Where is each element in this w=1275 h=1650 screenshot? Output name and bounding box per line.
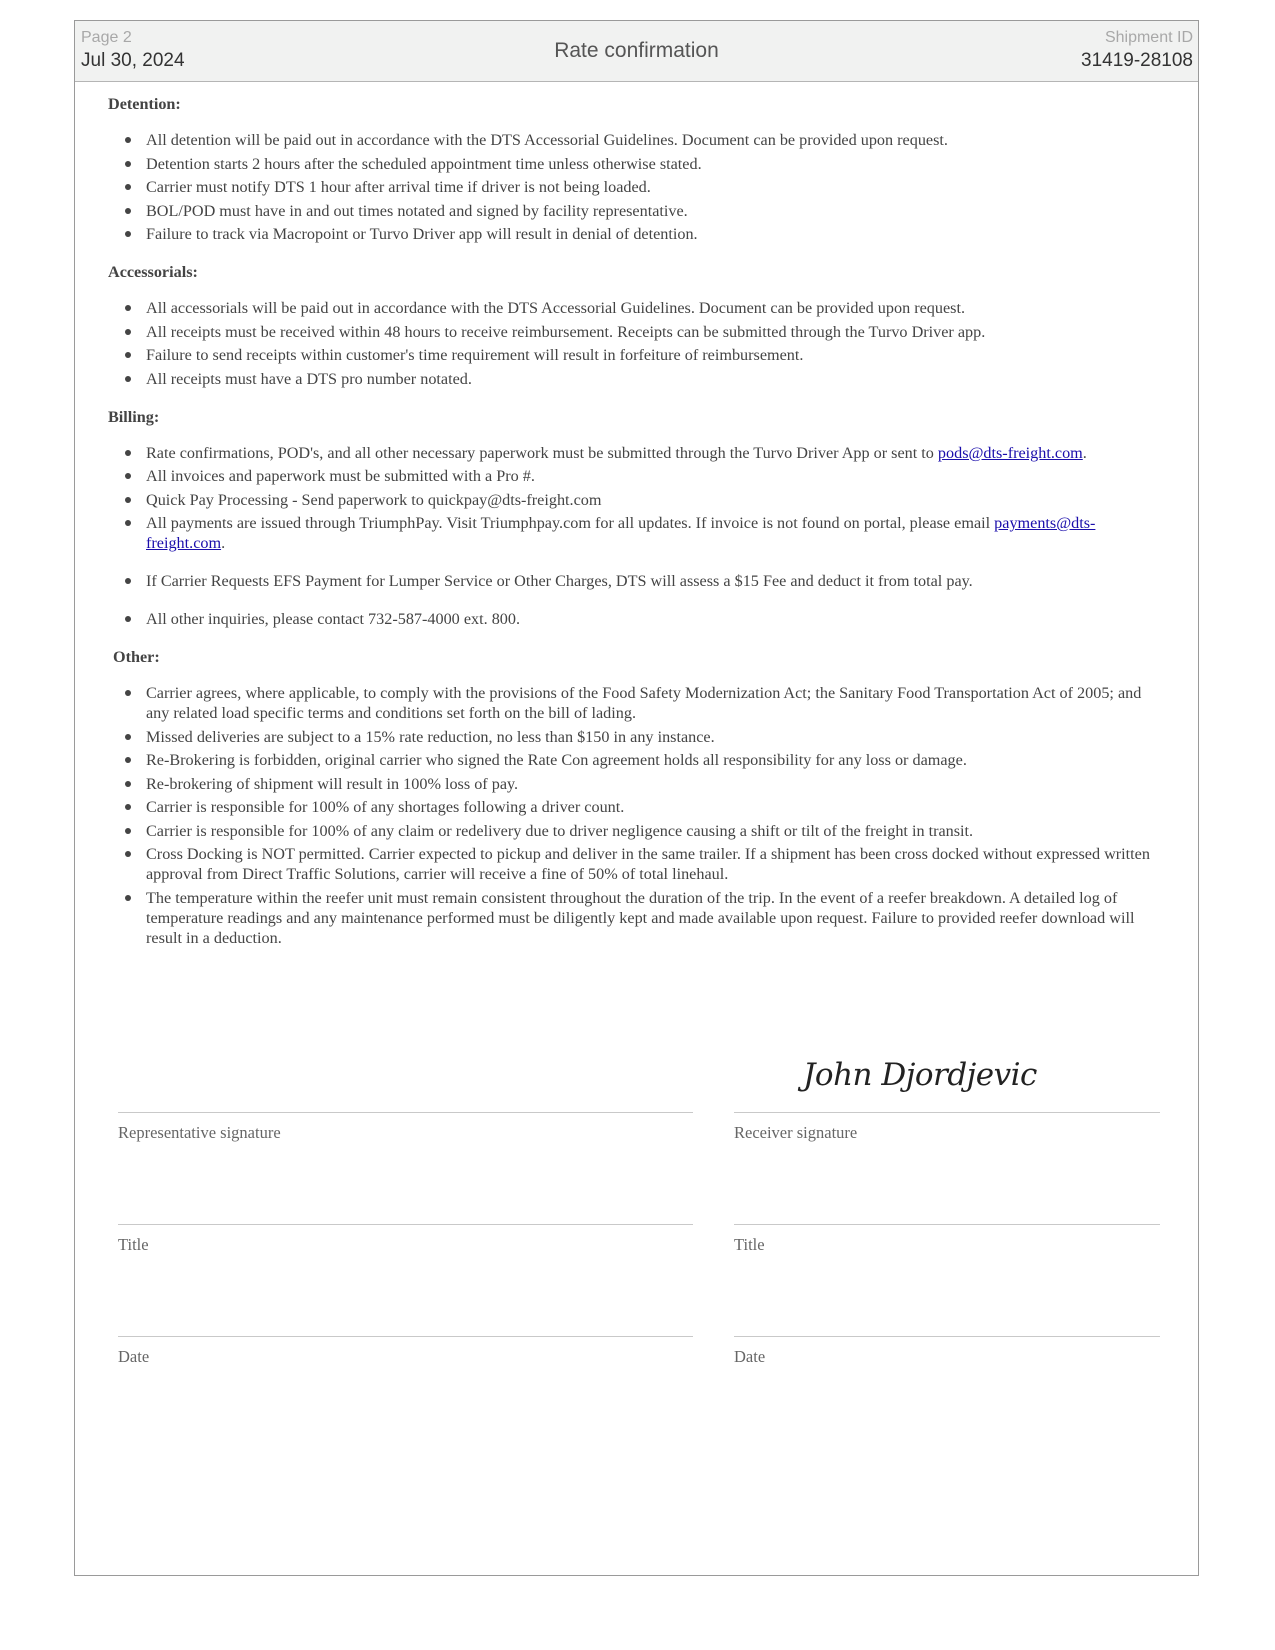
representative-date-line[interactable] xyxy=(118,1336,693,1337)
receiver-signature-line[interactable] xyxy=(734,1112,1160,1113)
billing-list xyxy=(108,443,1168,630)
billing-item-text: All payments are issued through TriumphPay. Visit Triumphpay.com for all updates. If invoice is not found on portal, please email xyxy=(146,514,991,532)
list-item: Cross Docking is NOT permitted. Carrier expected to pickup and deliver in the same trailer. If a shipment has been cross docked without expressed written approval from Direct Traffic Solutions, carrier will receive a fine of 50% of total linehaul. xyxy=(108,844,1168,884)
list-item: All other inquiries, please contact 732-587-4000 ext. 800. xyxy=(108,609,1168,629)
list-item: All payments are issued through TriumphPay. Visit Triumphpay.com for all updates. If invoice is not found on portal, please email payments@dts-freight.com. xyxy=(108,513,1168,553)
list-item: Carrier is responsible for 100% of any shortages following a driver count. xyxy=(108,797,1168,817)
receiver-date-label: Date xyxy=(734,1347,766,1366)
receiver-title-label: Title xyxy=(734,1235,765,1254)
list-item: All receipts must have a DTS pro number notated. xyxy=(108,369,1168,389)
shipment-id-label: Shipment ID xyxy=(1104,29,1193,46)
header-right xyxy=(1081,28,1193,74)
page-title: Rate confirmation xyxy=(554,39,719,62)
page-header xyxy=(75,21,1198,82)
shipment-id: 31419-28108 xyxy=(1081,50,1193,71)
receiver-signature-label: Receiver signature xyxy=(734,1123,858,1142)
list-item: Missed deliveries are subject to a 15% rate reduction, no less than $150 in any instance. xyxy=(108,727,1168,747)
representative-signature-line[interactable] xyxy=(118,1112,693,1113)
list-item: Failure to track via Macropoint or Turvo Driver app will result in denial of detention. xyxy=(108,224,1168,244)
section-title-detention: Detention: xyxy=(108,95,181,113)
list-item: Carrier agrees, where applicable, to comply with the provisions of the Food Safety Modernization Act; the Sanitary Food Transportation Act of 2005; and any related load specific terms and conditions set forth on the bill of lading. xyxy=(108,683,1168,723)
list-item: Re-brokering of shipment will result in 100% loss of pay. xyxy=(108,774,1168,794)
receiver-title-line[interactable] xyxy=(734,1224,1160,1225)
list-item: The temperature within the reefer unit must remain consistent throughout the duration of the trip. In the event of a reefer breakdown. A detailed log of temperature readings and any maintenance performed must be diligently kept and made available upon request. Failure to provided reefer download will result in a deduction. xyxy=(108,888,1168,948)
document-page xyxy=(74,20,1199,1576)
list-item: Re-Brokering is forbidden, original carrier who signed the Rate Con agreement holds all responsibility for any loss or damage. xyxy=(108,750,1168,770)
list-item: All detention will be paid out in accordance with the DTS Accessorial Guidelines. Document can be provided upon request. xyxy=(108,130,1168,150)
representative-title-line[interactable] xyxy=(118,1224,693,1225)
document-date: Jul 30, 2024 xyxy=(81,50,185,71)
representative-title-label: Title xyxy=(118,1235,149,1254)
detention-list xyxy=(108,130,1168,244)
list-item: Carrier must notify DTS 1 hour after arrival time if driver is not being loaded. xyxy=(108,177,1168,197)
list-item: Quick Pay Processing - Send paperwork to quickpay@dts-freight.com xyxy=(108,490,1168,510)
list-item: All accessorials will be paid out in accordance with the DTS Accessorial Guidelines. Document can be provided upon request. xyxy=(108,298,1168,318)
payments-email-link[interactable]: payments@dts-freight.com xyxy=(146,514,1096,552)
receiver-date-line[interactable] xyxy=(734,1336,1160,1337)
section-title-other: Other: xyxy=(113,648,160,666)
terms-content xyxy=(108,93,1168,948)
list-item: BOL/POD must have in and out times notated and signed by facility representative. xyxy=(108,201,1168,221)
list-item: Failure to send receipts within customer's time requirement will result in forfeiture of reimbursement. xyxy=(108,345,1168,365)
list-item: Rate confirmations, POD's, and all other necessary paperwork must be submitted through the Turvo Driver App or sent to pods@dts-freight.com. xyxy=(108,443,1168,463)
list-item: Detention starts 2 hours after the scheduled appointment time unless otherwise stated. xyxy=(108,154,1168,174)
list-item: All invoices and paperwork must be submitted with a Pro #. xyxy=(108,466,1168,486)
accessorials-list xyxy=(108,298,1168,389)
representative-date-label: Date xyxy=(118,1347,150,1366)
list-item: Carrier is responsible for 100% of any claim or redelivery due to driver negligence causing a shift or tilt of the freight in transit. xyxy=(108,821,1168,841)
section-title-billing: Billing: xyxy=(108,407,160,426)
list-item: All receipts must be received within 48 hours to receive reimbursement. Receipts can be submitted through the Turvo Driver app. xyxy=(108,322,1168,342)
page-number: Page 2 xyxy=(81,29,132,46)
representative-signature-label: Representative signature xyxy=(118,1123,281,1142)
receiver-signature-image: John Djordjevic xyxy=(803,1057,1037,1093)
pods-email-link[interactable]: pods@dts-freight.com xyxy=(937,443,1083,462)
billing-item-text: Rate confirmations, POD's, and all other necessary paperwork must be submitted through the Turvo Driver App or sent to xyxy=(146,443,934,462)
other-list xyxy=(108,683,1168,948)
section-title-accessorials: Accessorials: xyxy=(108,263,198,281)
list-item: If Carrier Requests EFS Payment for Lumper Service or Other Charges, DTS will assess a $15 Fee and deduct it from total pay. xyxy=(108,571,1168,591)
